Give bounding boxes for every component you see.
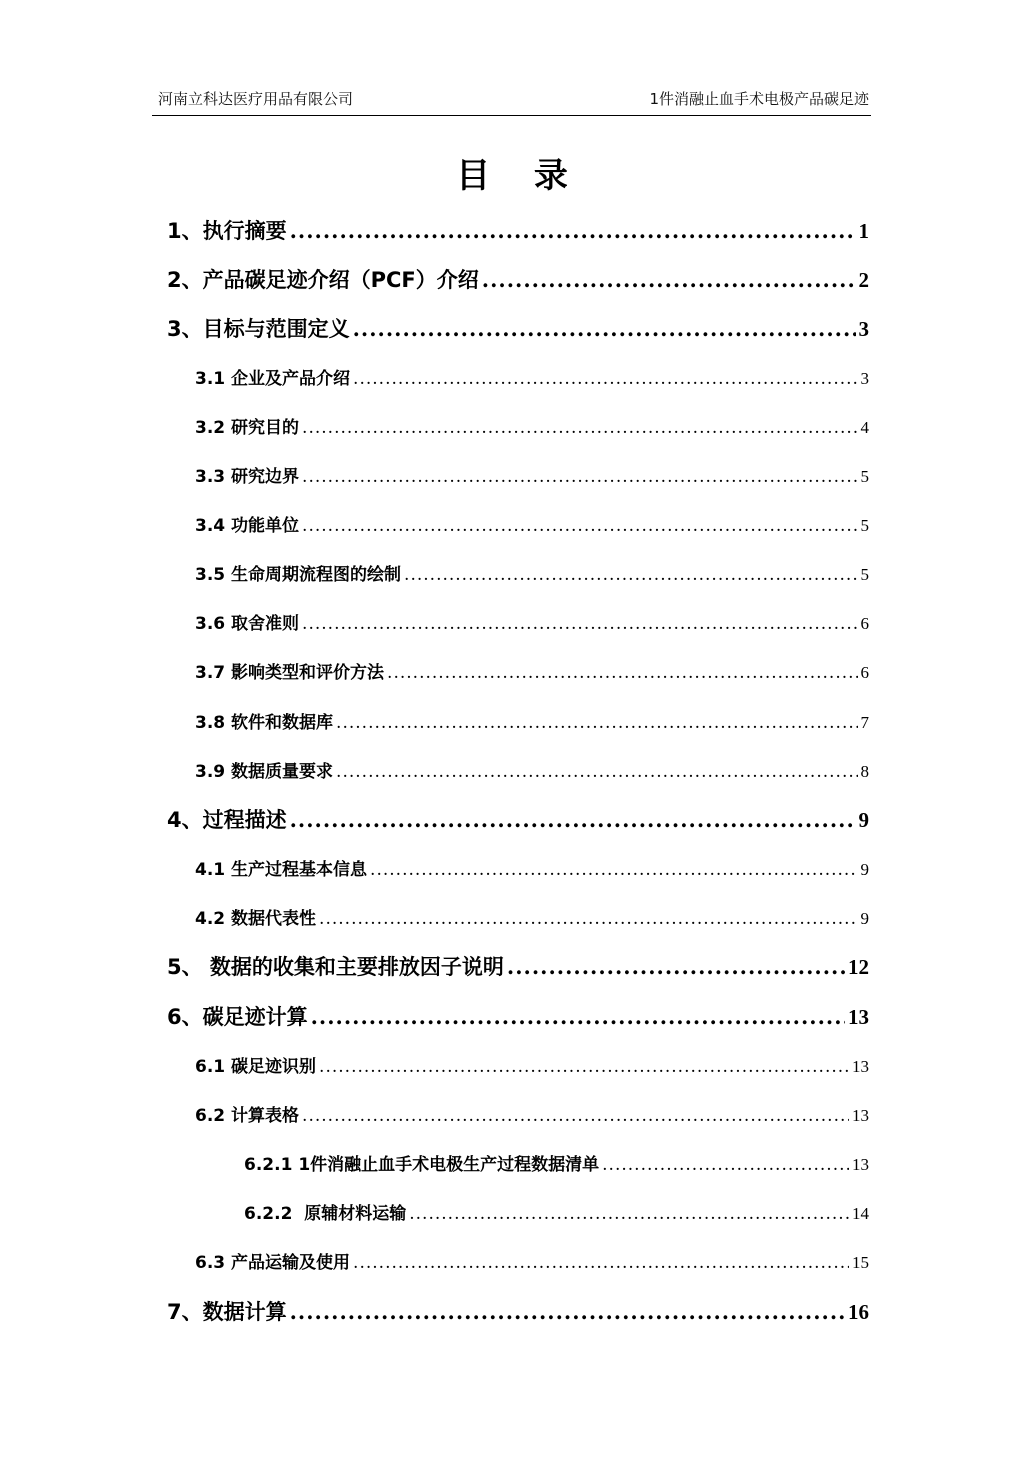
toc-entry[interactable]: [244, 1199, 869, 1224]
toc-leader-dots: [302, 418, 857, 438]
toc-entry-page-number: 13: [852, 1106, 869, 1125]
page-header: [152, 85, 871, 116]
toc-entry[interactable]: [167, 264, 869, 294]
toc-entry-label: 3.1 企业及产品介绍: [195, 369, 351, 389]
toc-entry[interactable]: [167, 313, 869, 343]
toc-entry[interactable]: [195, 560, 869, 585]
toc-entry-label: 3.4 功能单位: [195, 516, 300, 536]
toc-entry-page-number: 5: [860, 467, 869, 486]
toc-entry-page-number: 3: [860, 369, 869, 388]
toc-entry-page-number: 5: [860, 565, 869, 584]
toc-entry-label: 3.2 研究目的: [195, 418, 300, 438]
toc-entry[interactable]: [167, 1296, 869, 1326]
toc-entry[interactable]: [195, 413, 869, 438]
toc-entry-page-number: 8: [860, 762, 869, 781]
toc-entry[interactable]: [195, 757, 869, 782]
toc-entry-page-number: 2: [858, 268, 869, 292]
toc-entry-page-number: 16: [848, 1300, 869, 1324]
toc-leader-dots: [336, 713, 857, 733]
header-company: 河南立科达医疗用品有限公司: [158, 90, 354, 108]
toc-leader-dots: [319, 1057, 849, 1077]
toc-leader-dots: [353, 1253, 849, 1273]
toc-entry-label: 3.3 研究边界: [195, 467, 300, 487]
toc-leader-dots: [387, 663, 857, 683]
toc-entry-page-number: 9: [858, 808, 869, 832]
toc-leader-dots: [290, 1299, 845, 1324]
toc-entry-label: 6.1 碳足迹识别: [195, 1057, 317, 1077]
toc-leader-dots: [353, 369, 857, 389]
toc-entry[interactable]: [195, 658, 869, 683]
toc-leader-dots: [290, 218, 856, 243]
toc-entry[interactable]: [195, 1248, 869, 1273]
toc-entry-page-number: 13: [852, 1057, 869, 1076]
toc-leader-dots: [370, 860, 857, 880]
toc-entry[interactable]: [195, 708, 869, 733]
toc-entry-page-number: 9: [860, 860, 869, 879]
toc-entry-page-number: 6: [860, 663, 869, 682]
toc-entry-page-number: 6: [860, 614, 869, 633]
toc-entry-page-number: 7: [860, 713, 869, 732]
toc-entry-page-number: 3: [858, 317, 869, 341]
toc-entry-label: 6.2.1 1件消融止血手术电极生产过程数据清单: [244, 1155, 600, 1175]
toc-entry-page-number: 4: [860, 418, 869, 437]
toc-entry[interactable]: [195, 855, 869, 880]
toc-entry-page-number: 5: [860, 516, 869, 535]
toc-entry-label: 7、数据计算: [167, 1300, 287, 1324]
toc-entry-label: 3、目标与范围定义: [167, 317, 350, 341]
toc-entry-label: 4、过程描述: [167, 808, 287, 832]
toc-entry-label: 6.2 计算表格: [195, 1106, 300, 1126]
toc-leader-dots: [311, 1004, 845, 1029]
toc-entry-label: 5、 数据的收集和主要排放因子说明: [167, 955, 504, 979]
toc-entry-page-number: 14: [852, 1204, 869, 1223]
toc-entry-page-number: 15: [852, 1253, 869, 1272]
toc-entry-label: 6.2.2 原辅材料运输: [244, 1204, 407, 1224]
toc-entry[interactable]: [195, 364, 869, 389]
toc-entry-page-number: 13: [852, 1155, 869, 1174]
toc-entry-label: 3.9 数据质量要求: [195, 762, 334, 782]
toc-leader-dots: [353, 316, 856, 341]
toc-entry-label: 6、碳足迹计算: [167, 1005, 308, 1029]
toc-entry-label: 6.3 产品运输及使用: [195, 1253, 351, 1273]
toc-entry[interactable]: [195, 511, 869, 536]
toc-entry[interactable]: [195, 1101, 869, 1126]
toc-entry[interactable]: [195, 609, 869, 634]
toc-entry-page-number: 1: [858, 219, 869, 243]
toc-entry[interactable]: [195, 1052, 869, 1077]
toc-leader-dots: [409, 1204, 849, 1224]
toc-entry[interactable]: [195, 904, 869, 929]
toc-entry[interactable]: [244, 1150, 869, 1175]
toc-entry-label: 4.1 生产过程基本信息: [195, 860, 368, 880]
toc-entry-label: 2、产品碳足迹介绍（PCF）介绍: [167, 268, 479, 292]
toc-title: 目 录: [456, 156, 584, 196]
toc-entry[interactable]: [167, 1001, 869, 1031]
toc-leader-dots: [290, 807, 856, 832]
toc-entry-page-number: 12: [848, 955, 869, 979]
toc-entry[interactable]: [167, 215, 869, 245]
toc-entry[interactable]: [167, 804, 869, 834]
header-document-title: 1件消融止血手术电极产品碳足迹: [649, 90, 869, 108]
toc-leader-dots: [302, 516, 857, 536]
toc-entry-label: 4.2 数据代表性: [195, 909, 317, 929]
toc-entry-label: 1、执行摘要: [167, 219, 287, 243]
toc-leader-dots: [336, 762, 857, 782]
toc-leader-dots: [404, 565, 857, 585]
toc-entry[interactable]: [167, 951, 869, 981]
toc-leader-dots: [302, 1106, 849, 1126]
toc-leader-dots: [302, 614, 857, 634]
toc-entry-label: 3.8 软件和数据库: [195, 713, 334, 733]
toc-entry-label: 3.7 影响类型和评价方法: [195, 663, 385, 683]
toc-entry-label: 3.6 取舍准则: [195, 614, 300, 634]
toc-entry-page-number: 9: [860, 909, 869, 928]
toc-leader-dots: [602, 1155, 849, 1175]
toc-leader-dots: [482, 267, 856, 292]
toc-entry[interactable]: [195, 462, 869, 487]
toc-leader-dots: [507, 954, 845, 979]
toc-entry-page-number: 13: [848, 1005, 869, 1029]
toc-leader-dots: [302, 467, 857, 487]
toc-entry-label: 3.5 生命周期流程图的绘制: [195, 565, 402, 585]
toc-leader-dots: [319, 909, 857, 929]
